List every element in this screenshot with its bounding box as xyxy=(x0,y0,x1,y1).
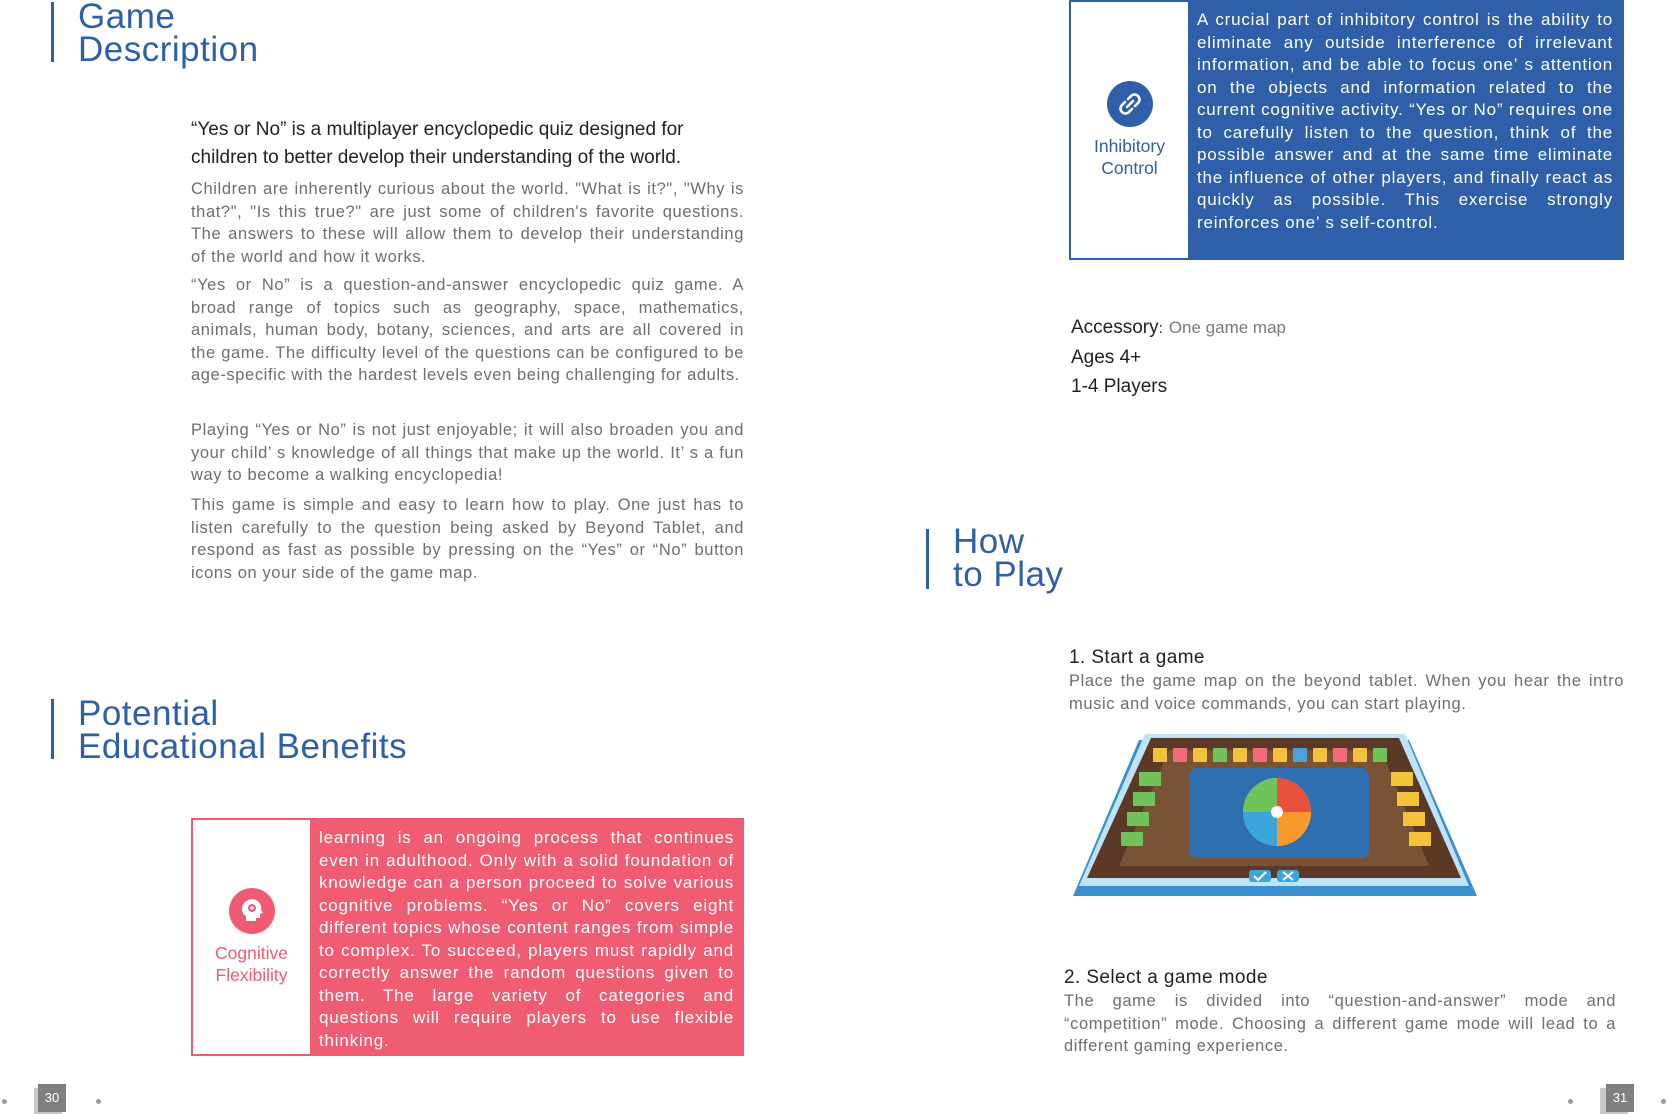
step-2-title: 2. Select a game mode xyxy=(1064,967,1268,988)
accessory-label: Accessory xyxy=(1071,317,1159,338)
page-dot xyxy=(2,1099,7,1104)
heading-line: How xyxy=(953,522,1025,561)
page-dot xyxy=(96,1099,101,1104)
description-paragraph: “Yes or No” is a question-and-answer encyclopedic quiz game. A broad range of topics such as geography, space, mathematics, animals, human body, botany, sciences, and arts are all covered in the game. The difficulty level of the questions can be configured to be age-specific with the hardest levels even being challenging for adults. xyxy=(191,276,744,384)
accessory-row xyxy=(1071,313,1286,343)
card-label: Inhibitory xyxy=(1093,136,1165,156)
page-number: 30 xyxy=(38,1084,66,1112)
accessory-value: One game map xyxy=(1168,318,1286,337)
description-paragraph: Children are inherently curious about the world. "What is it?", "Why is that?", "Is this true?" are just some of children's favorite questions. The answers to these will allow them to develop their understanding of the world and how it works. xyxy=(191,180,744,266)
description-paragraph: Playing “Yes or No” is not just enjoyable; it will also broaden you and your child’ s knowledge of all things that make up the world. It’ s a fun way to become a walking encyclopedia! xyxy=(191,421,744,484)
heading-accent-bar xyxy=(926,529,929,589)
card-label-column xyxy=(193,820,310,1054)
page-number: 31 xyxy=(1606,1084,1634,1112)
head-gear-icon xyxy=(229,888,275,934)
heading-line: Educational Benefits xyxy=(78,727,408,766)
card-label: Cognitive xyxy=(215,943,288,963)
benefits-heading xyxy=(51,694,408,766)
page-dot xyxy=(1568,1099,1573,1104)
page-dot xyxy=(1661,1099,1666,1104)
step-1-text: Place the game map on the beyond tablet. When you hear the intro music and voice commands, you can start playing. xyxy=(1069,672,1624,713)
card-label-column xyxy=(1071,2,1188,258)
card-text: learning is an ongoing process that continues even in adulthood. Only with a solid foundation of knowledge can a person proceed to solve various cognitive problems. “Yes or No” covers eight different topics whose content ranges from simple to complex. To succeed, players must rapidly and correctly answer the random questions given to them. The large variety of categories and questions will require players to use flexible thinking. xyxy=(310,820,742,1054)
link-icon xyxy=(1107,81,1153,127)
players-text: 1-4 Players xyxy=(1071,376,1168,397)
heading-accent-bar xyxy=(51,2,54,62)
accessory-separator: : xyxy=(1158,320,1163,337)
game-description-heading xyxy=(51,0,259,69)
cognitive-flexibility-card xyxy=(191,818,744,1056)
card-text: A crucial part of inhibitory control is the ability to eliminate any outside interference of irrelevant information, and be able to focus one’ s attention on the objects and information related to the current cognitive activity. “Yes or No” requires one to carefully listen to the question, think of the possible answer and at the same time eliminate the influence of other players, and finally react as quickly as possible. This exercise strongly reinforces one’ s self-control. xyxy=(1188,2,1622,258)
description-paragraph: This game is simple and easy to learn how to play. One just has to listen carefully to the question being asked by Beyond Tablet, and respond as fast as possible by pressing on the “Yes” or “No” button icons on your side of the game map. xyxy=(191,496,744,582)
product-specs xyxy=(1071,313,1286,401)
game-map-image xyxy=(1069,728,1481,916)
intro-line: children to better develop their understanding of the world. xyxy=(191,147,682,168)
heading-accent-bar xyxy=(51,699,54,759)
ages-text: Ages 4+ xyxy=(1071,347,1142,368)
inhibitory-control-card xyxy=(1069,0,1624,260)
step-1-title: 1. Start a game xyxy=(1069,647,1205,668)
intro-statement xyxy=(191,116,744,172)
heading-line: Game xyxy=(78,0,176,36)
card-label: Flexibility xyxy=(215,965,288,985)
step-2-text: The game is divided into “question-and-answer” mode and “competition” mode. Choosing a different game mode will lead to a different gaming experience. xyxy=(1064,992,1616,1055)
intro-line: “Yes or No” is a multiplayer encyclopedic quiz designed for xyxy=(191,119,684,140)
how-to-play-heading xyxy=(926,522,1064,594)
heading-line: Potential xyxy=(78,694,219,733)
heading-line: Description xyxy=(78,30,259,69)
card-label: Control xyxy=(1101,158,1158,178)
heading-line: to Play xyxy=(953,555,1064,594)
